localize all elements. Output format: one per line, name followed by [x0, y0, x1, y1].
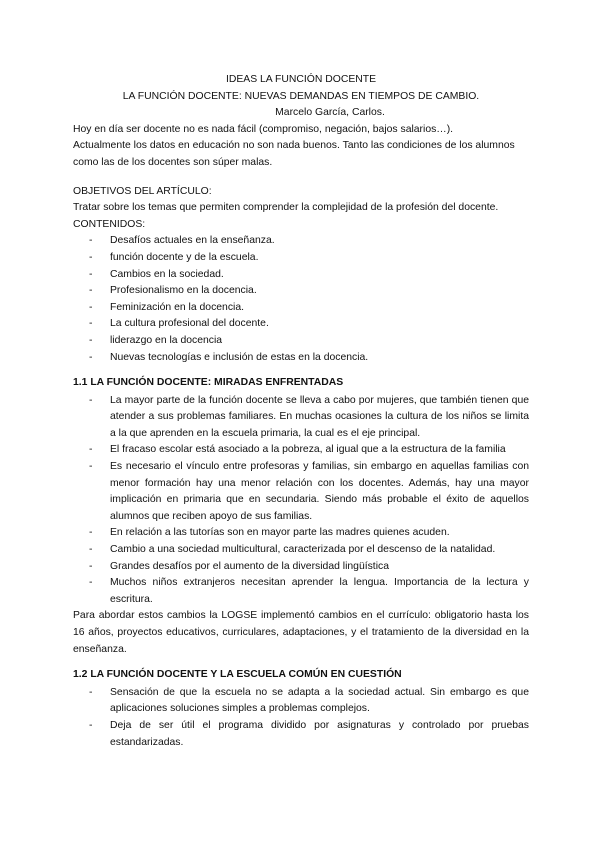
list-item: [73, 316, 529, 333]
list-item-text: Cambio a una sociedad multicultural, caracterizada por el descenso de la natalidad.: [110, 544, 496, 556]
list-item: [73, 300, 529, 317]
list-item-text: liderazgo en la docencia: [110, 334, 223, 346]
list-item-text: Profesionalismo en la docencia.: [110, 285, 257, 297]
section-2-heading: 1.2 LA FUNCIÓN DOCENTE Y LA ESCUELA COMÚN EN CUESTIÓN: [73, 669, 402, 681]
dash-bullet: -: [89, 285, 93, 297]
list-item: [73, 575, 529, 608]
document-title: IDEAS LA FUNCIÓN DOCENTE: [225, 74, 377, 85]
dash-bullet: -: [89, 444, 93, 456]
dash-bullet: -: [89, 527, 93, 539]
document-author: Marcelo García, Carlos.: [275, 107, 385, 119]
intro-line: Hoy en día ser docente no es nada fácil (compromiso, negación, bajos salarios…).: [73, 123, 454, 135]
section-1: [73, 375, 529, 658]
list-item: [73, 559, 529, 576]
section-1-closing: Para abordar estos cambios la LOGSE implementó cambios en el currículo: obligatorio hasta los 16 años, proyectos educativos, curriculares, adaptaciones, y el tratamiento de la diversidad en la enseñanza.: [73, 610, 529, 655]
dash-bullet: -: [89, 334, 93, 346]
list-item-text: Sensación de que la escuela no se adapta a la sociedad actual. Sin embargo es que aplicaciones soluciones simples a problemas complejos.: [110, 686, 529, 715]
list-item: [73, 350, 529, 367]
section-1-heading: 1.1 LA FUNCIÓN DOCENTE: MIRADAS ENFRENTADAS: [73, 377, 344, 389]
list-item-text: Muchos niños extranjeros necesitan aprender la lengua. Importancia de la lectura y escritura.: [110, 577, 529, 605]
list-item: [73, 267, 529, 284]
dash-bullet: -: [89, 268, 93, 280]
dash-bullet: -: [89, 560, 93, 572]
document-header: [73, 72, 529, 122]
list-item: [73, 542, 529, 559]
list-item: [73, 718, 529, 751]
list-item-text: Nuevas tecnologías e inclusión de estas en la docencia.: [110, 351, 369, 363]
intro-line: Actualmente los datos en educación no son nada buenos. Tanto las condiciones de los alumnos como las de los docentes son súper malas.: [73, 140, 515, 168]
dash-bullet: -: [89, 544, 93, 556]
list-item-text: En relación a las tutorías son en mayor parte las madres quienes acuden.: [110, 527, 450, 539]
list-item: [73, 525, 529, 542]
dash-bullet: -: [89, 686, 93, 698]
list-item: [73, 333, 529, 350]
list-item-text: Grandes desafíos por el aumento de la diversidad lingüística: [110, 560, 389, 572]
dash-bullet: -: [89, 719, 93, 731]
dash-bullet: -: [89, 577, 93, 589]
objectives-text: Tratar sobre los temas que permiten comprender la complejidad de la profesión del docente.: [73, 202, 499, 214]
list-item: [73, 283, 529, 300]
dash-bullet: -: [89, 318, 93, 330]
list-item-text: El fracaso escolar está asociado a la pobreza, al igual que a la estructura de la familia: [110, 444, 506, 456]
dash-bullet: -: [89, 351, 93, 363]
objectives-label: OBJETIVOS DEL ARTÍCULO:: [73, 185, 212, 197]
contents-list: [73, 233, 529, 366]
list-item-text: Feminización en la docencia.: [110, 301, 244, 313]
contents-label: CONTENIDOS:: [73, 218, 146, 230]
list-item-text: Deja de ser útil el programa dividido por asignaturas y controlado por pruebas estandarizadas.: [110, 719, 529, 748]
intro-paragraph: [73, 122, 529, 172]
list-item: [73, 459, 529, 525]
list-item-text: La mayor parte de la función docente se lleva a cabo por mujeres, que también tienen que atender a sus problemas familiares. En muchas ocasiones la cultura de los niños se limita a la que aprenden en la escuela primaria, la cual es el eje principal.: [110, 394, 529, 439]
objectives-block: [73, 184, 529, 367]
section-2-list: [73, 685, 529, 751]
list-item: [73, 393, 529, 443]
dash-bullet: -: [89, 394, 93, 406]
list-item: [73, 685, 529, 718]
list-item-text: La cultura profesional del docente.: [110, 318, 269, 330]
list-item-text: función docente y de la escuela.: [110, 251, 259, 263]
list-item-text: Desafíos actuales en la enseñanza.: [110, 235, 275, 247]
list-item: [73, 233, 529, 250]
document-page: [73, 72, 529, 751]
list-item: [73, 442, 529, 459]
list-item: [73, 250, 529, 267]
dash-bullet: -: [89, 461, 93, 473]
dash-bullet: -: [89, 301, 93, 313]
dash-bullet: -: [89, 235, 93, 247]
dash-bullet: -: [89, 251, 93, 263]
section-1-list: [73, 393, 529, 609]
list-item-text: Es necesario el vínculo entre profesoras y familias, sin embargo en aquellas familias con menor formación hay una menor relación con los docentes. Además, hay una mayor implicación en primaria que en secundaria. Siendo más probable el éxito de aquellos alumnos que reciben apoyo de sus familias.: [110, 461, 529, 522]
document-subtitle: LA FUNCIÓN DOCENTE: NUEVAS DEMANDAS EN TIEMPOS DE CAMBIO.: [122, 90, 480, 102]
section-2: [73, 667, 529, 751]
list-item-text: Cambios en la sociedad.: [110, 268, 224, 280]
